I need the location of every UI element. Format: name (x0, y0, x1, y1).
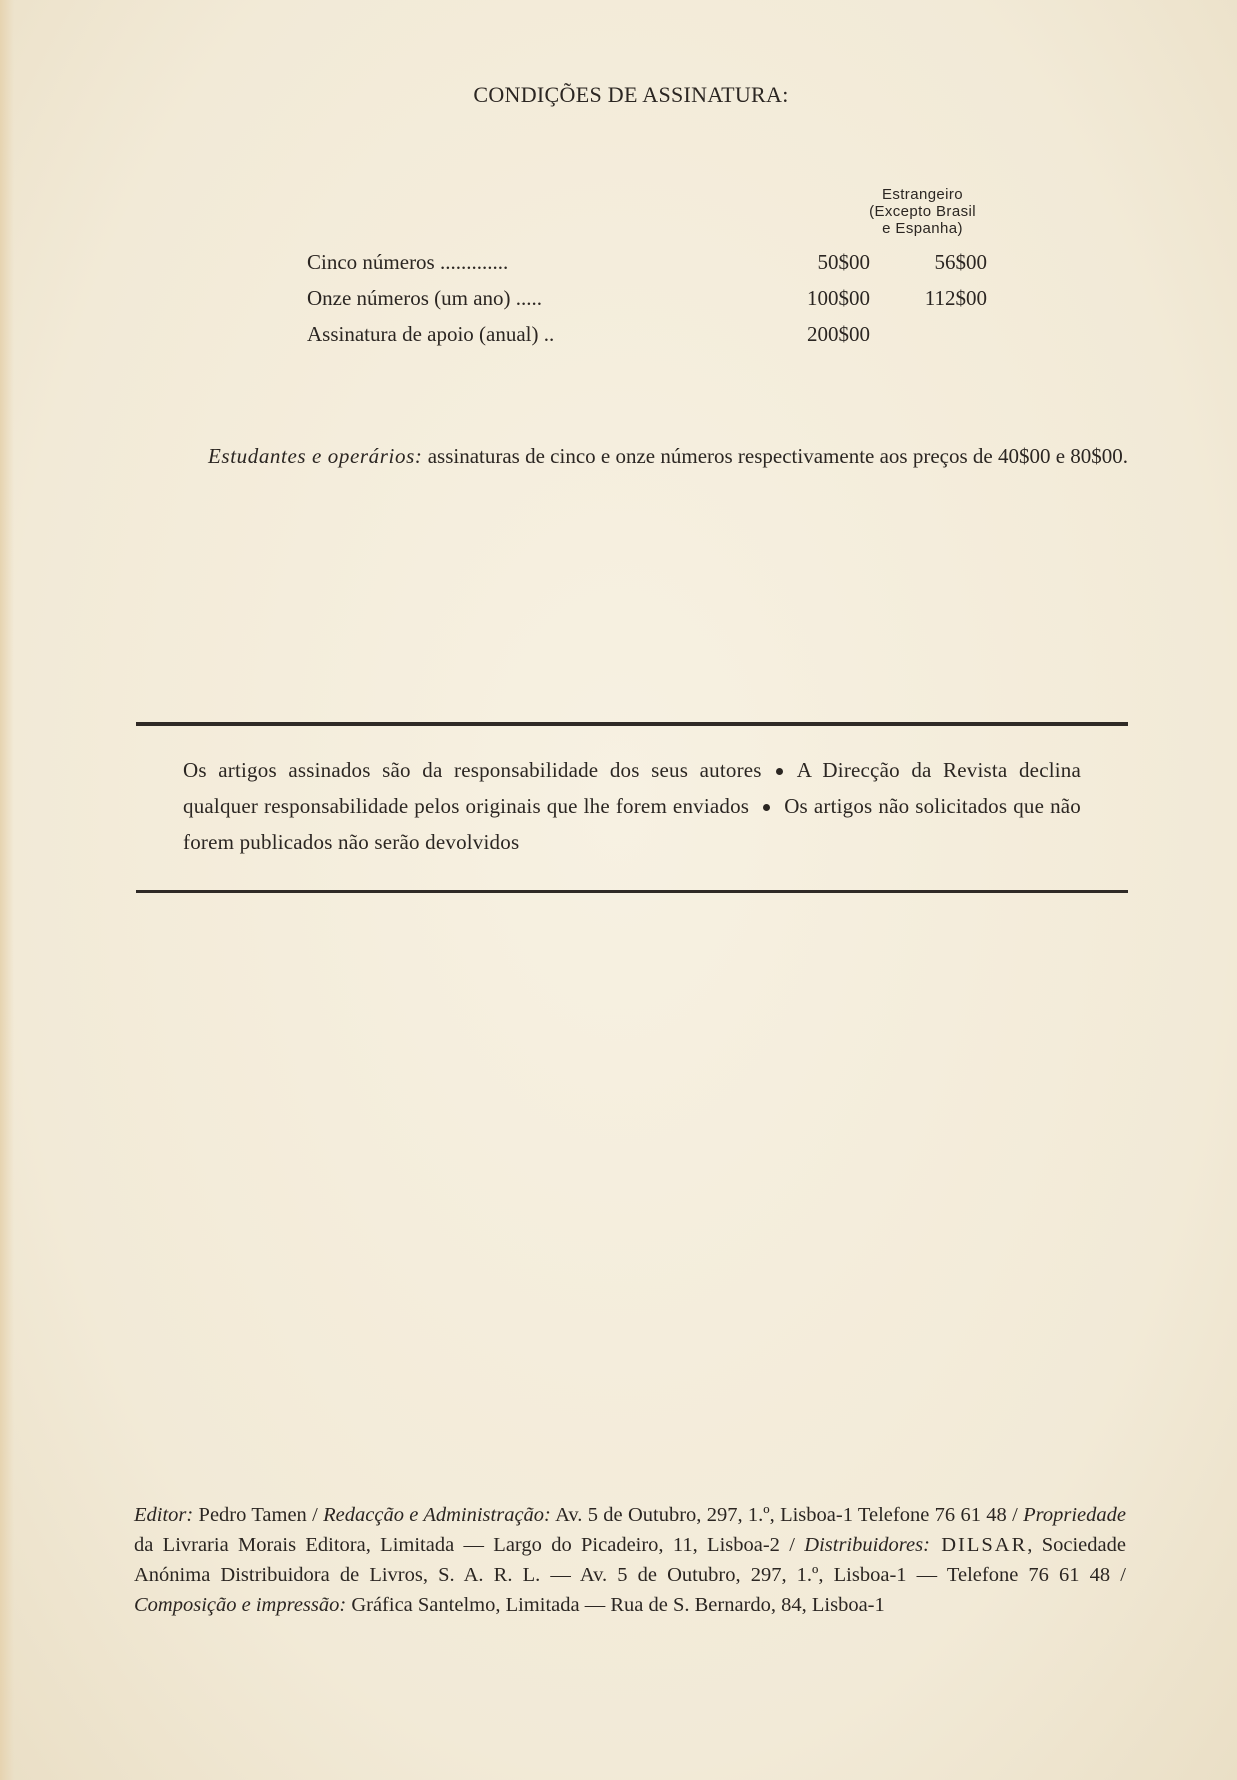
foreign-header-line-1: Estrangeiro (881, 186, 964, 203)
distribuidores-text: , Sociedade Anónima Distribuidora de Livros, S. A. R. L. — Av. 5 de Outubro, 297, 1.º, Lisboa-1 — Telefone 76 61 48 / (134, 1534, 1126, 1586)
students-note (135, 440, 1130, 473)
subscription-label: Cinco números ............. (307, 250, 509, 274)
foreign-column-header (840, 186, 1005, 237)
bottom-divider (136, 890, 1128, 893)
bullet-icon (763, 804, 770, 811)
subscription-row (307, 322, 1027, 356)
disclaimer (183, 752, 1081, 860)
editor-text: Pedro Tamen / (193, 1504, 324, 1526)
propriedade-text: da Livraria Morais Editora, Limitada — Largo do Picadeiro, 11, Lisboa-2 / (134, 1534, 805, 1556)
domestic-price: 100$00 (807, 286, 870, 310)
subscription-row (307, 286, 1027, 320)
composicao-label: Composição e impressão: (134, 1594, 347, 1616)
distribuidores-name: DILSAR (929, 1534, 1028, 1556)
subscription-row (307, 250, 1027, 284)
subscription-label: Onze números (um ano) ..... (307, 286, 543, 310)
disclaimer-part-1: Os artigos assinados são da responsabilidade dos seus autores (183, 758, 762, 782)
redaccao-label: Redacção e Administração: (323, 1504, 551, 1526)
foreign-header-line-2: (Excepto Brasil (869, 203, 976, 220)
page-title: CONDIÇÕES DE ASSINATURA: (473, 82, 789, 107)
propriedade-label: Propriedade (1023, 1504, 1126, 1526)
disclaimer-part-2: A Direcção da Revista declina qualquer responsabilidade pelos originais que lhe forem enviados (183, 758, 1081, 818)
colophon (134, 1500, 1126, 1620)
domestic-price: 50$00 (817, 250, 870, 274)
top-divider (136, 722, 1128, 726)
disclaimer-part-3: Os artigos não solicitados que não forem publicados não serão devolvidos (183, 794, 1081, 854)
subscription-label: Assinatura de apoio (anual) .. (307, 322, 555, 346)
bullet-icon (776, 768, 783, 775)
foreign-price: 112$00 (924, 286, 987, 310)
editor-label: Editor: (134, 1504, 194, 1526)
redaccao-text: Av. 5 de Outubro, 297, 1.º, Lisboa-1 Telefone 76 61 48 / (550, 1504, 1024, 1526)
foreign-header-line-3: e Espanha) (882, 220, 963, 237)
composicao-text: Gráfica Santelmo, Limitada — Rua de S. Bernardo, 84, Lisboa-1 (346, 1594, 885, 1616)
foreign-price: 56$00 (934, 250, 987, 274)
distribuidores-label: Distribuidores: (804, 1534, 930, 1556)
domestic-price: 200$00 (807, 322, 870, 346)
students-note-text: assinaturas de cinco e onze números respectivamente aos preços de 40$00 e 80$00. (422, 444, 1129, 468)
students-note-lead: Estudantes e operários: (208, 444, 423, 468)
page-edge-stain (0, 0, 14, 1780)
